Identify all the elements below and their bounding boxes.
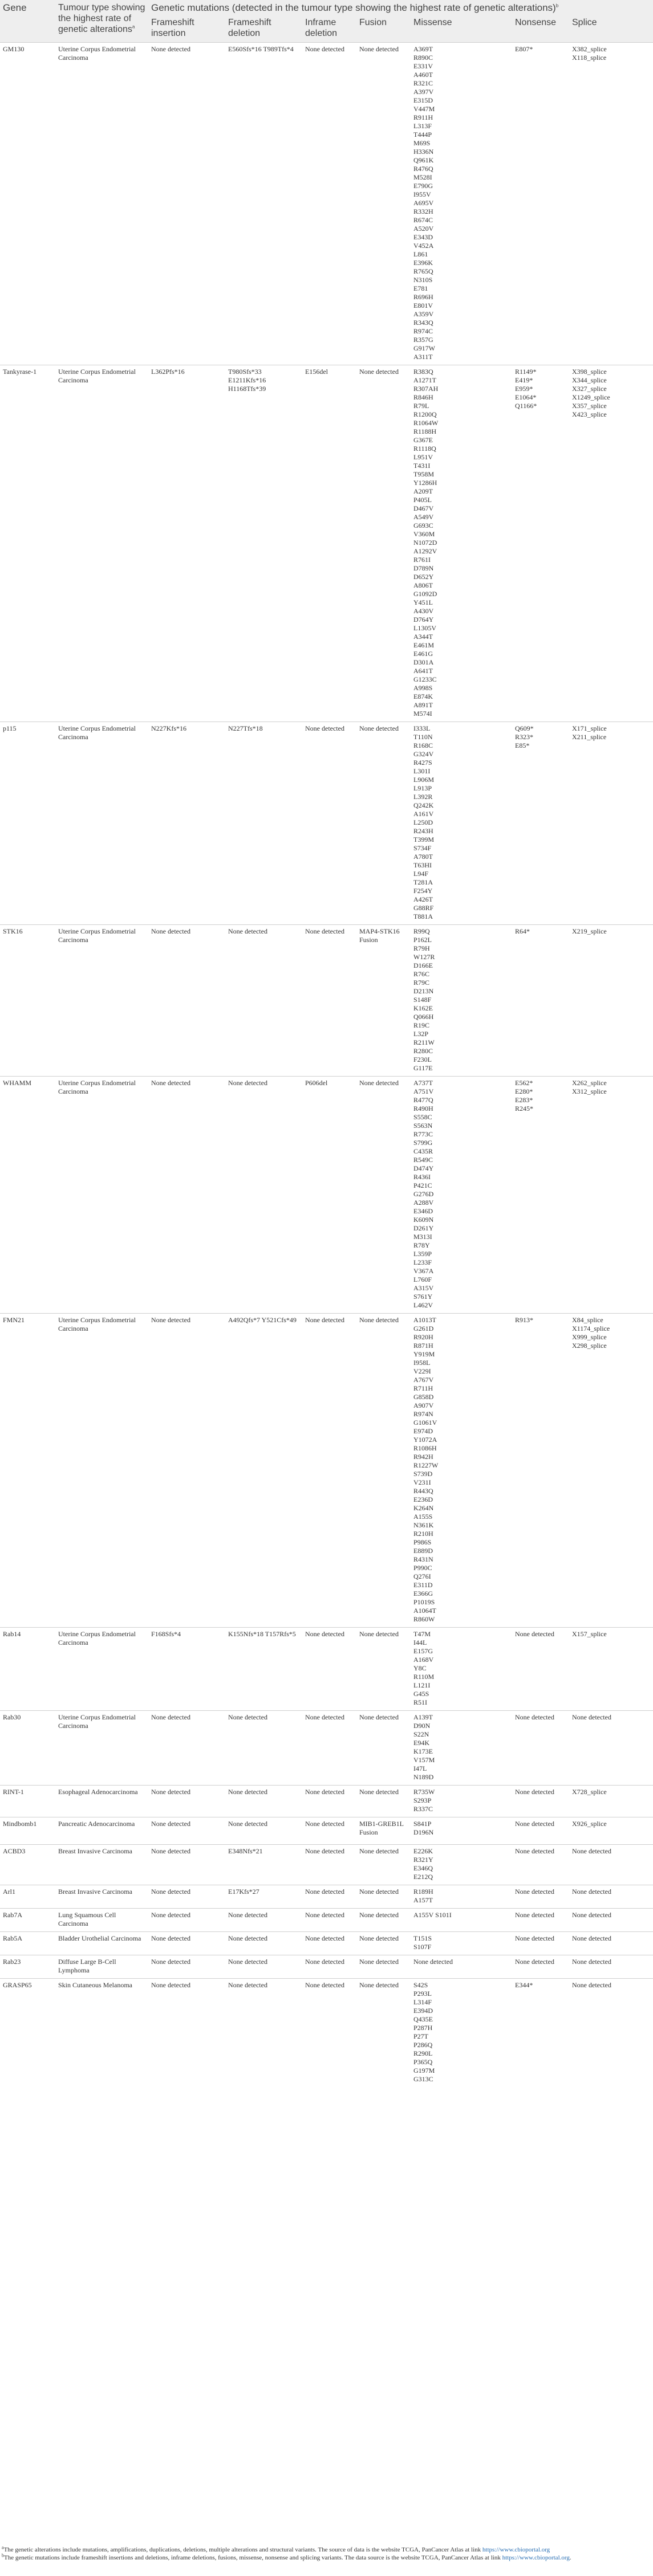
cell-frameshift-deletion: None detected: [225, 1979, 302, 2088]
cell-frameshift-insertion: N227Kfs*16: [148, 722, 225, 925]
cell-gene: GRASP65: [0, 1979, 55, 2088]
cell-frameshift-deletion: None detected: [225, 1786, 302, 1817]
cell-tumour-type: Uterine Corpus Endometrial Carcinoma: [55, 1314, 148, 1628]
cell-missense: A737T A751V R477Q R490H S558C S563N R773C S799G C435R R549C D474Y R436I P421C G276D A288V E346D K609N D261Y M313I R78Y L359P L233F V367A L760F A315V S761Y L462V: [411, 1077, 512, 1314]
cell-inframe-deletion: None detected: [302, 1979, 356, 2088]
header-frameshift-deletion: Frameshift deletion: [225, 15, 302, 43]
cell-inframe-deletion: None detected: [302, 1885, 356, 1909]
table-row: [0, 1955, 653, 1979]
cell-nonsense: None detected: [512, 1885, 569, 1909]
cell-inframe-deletion: P606del: [302, 1077, 356, 1314]
cell-frameshift-deletion: None detected: [225, 1077, 302, 1314]
cell-splice: None detected: [569, 1909, 653, 1932]
table-row: [0, 1711, 653, 1786]
cell-missense: R383Q A1271T R307AH R846H R79L R1200Q R1064W R1188H G367E R1118Q L951V T431I T958M Y1286H A209T P405L D467V A549V G693C V360M N1072D A1292V R761I D789N D652Y A806T G1092D Y451L A430V D764Y L1305V A344T E461M E461G D301A A641T G1233C A998S E874K A891T M574I: [411, 365, 512, 722]
table-row: [0, 1786, 653, 1817]
cell-splice: X262_splice X312_splice: [569, 1077, 653, 1314]
cell-nonsense: Q609* R323* E85*: [512, 722, 569, 925]
cell-nonsense: E562* E280* E283* R245*: [512, 1077, 569, 1314]
cell-splice: X728_splice: [569, 1786, 653, 1817]
cell-missense: R189H A157T: [411, 1885, 512, 1909]
cell-frameshift-deletion: K155Nfs*18 T157Rfs*5: [225, 1628, 302, 1711]
cell-fusion: None detected: [356, 365, 411, 722]
footnote-a: $^a$The genetic alterations include mutations, amplifications, duplications, deletions, multiple alterations and structural variants. The source of data is the website TCGA, PanCancer Atlas at link https://www.cbioportal.org: [2, 2545, 550, 2553]
cell-frameshift-deletion: A492Qfs*7 Y521Cfs*49: [225, 1314, 302, 1628]
cell-splice: None detected: [569, 1932, 653, 1955]
cell-tumour-type: Lung Squamous Cell Carcinoma: [55, 1909, 148, 1932]
cell-tumour-type: Diffuse Large B-Cell Lymphoma: [55, 1955, 148, 1979]
cell-frameshift-insertion: F168Sfs*4: [148, 1628, 225, 1711]
footnotes: [0, 2546, 653, 2562]
cell-nonsense: R913*: [512, 1314, 569, 1628]
cell-tumour-type: Skin Cutaneous Melanoma: [55, 1979, 148, 2088]
cell-frameshift-insertion: None detected: [148, 1979, 225, 2088]
cell-gene: Rab14: [0, 1628, 55, 1711]
table-row: [0, 1077, 653, 1314]
cell-inframe-deletion: None detected: [302, 925, 356, 1077]
header-inframe-deletion: Inframe deletion: [302, 15, 356, 43]
cell-frameshift-insertion: L362Pfs*16: [148, 365, 225, 722]
cell-frameshift-insertion: None detected: [148, 43, 225, 365]
cell-gene: STK16: [0, 925, 55, 1077]
cell-inframe-deletion: None detected: [302, 43, 356, 365]
cell-splice: None detected: [569, 1711, 653, 1786]
footnote-b-link[interactable]: https://www.cbioportal.org: [502, 2554, 570, 2561]
cell-frameshift-deletion: E560Sfs*16 T989Tfs*4: [225, 43, 302, 365]
cell-frameshift-insertion: None detected: [148, 1786, 225, 1817]
cell-gene: Tankyrase-1: [0, 365, 55, 722]
cell-inframe-deletion: None detected: [302, 1314, 356, 1628]
cell-fusion: None detected: [356, 1786, 411, 1817]
header-frameshift-insertion: Frameshift insertion: [148, 15, 225, 43]
cell-missense: I333L T110N R168C G324V R427S L301I L906M L913P L392R Q242K A161V L250D R243H T399M S734F A780T T63HI L94F T281A F254Y A426T G88RF T881A: [411, 722, 512, 925]
cell-nonsense: None detected: [512, 1845, 569, 1885]
header-nonsense: Nonsense: [512, 15, 569, 43]
cell-inframe-deletion: None detected: [302, 1786, 356, 1817]
cell-inframe-deletion: None detected: [302, 722, 356, 925]
cell-tumour-type: Uterine Corpus Endometrial Carcinoma: [55, 1077, 148, 1314]
footnote-b: $^b$The genetic mutations include frameshift insertions and deletions, inframe deletions, fusions, missense, nonsense and splicing variants. The data source is the website TCGA, PanCancer Atlas at link https://www.cbioportal.org.: [2, 2553, 571, 2561]
cell-missense: S841P D196N: [411, 1817, 512, 1845]
cell-gene: GM130: [0, 43, 55, 365]
cell-fusion: None detected: [356, 1909, 411, 1932]
cell-inframe-deletion: None detected: [302, 1845, 356, 1885]
cell-tumour-type: Bladder Urothelial Carcinoma: [55, 1932, 148, 1955]
header-tumour-type: Tumour type showing the highest rate of genetic alterations$^a$: [55, 0, 148, 43]
cell-fusion: MAP4-STK16 Fusion: [356, 925, 411, 1077]
cell-missense: A139T D90N S22N E94K K173E V157M I47L N189D: [411, 1711, 512, 1786]
cell-splice: None detected: [569, 1979, 653, 2088]
table-row: [0, 365, 653, 722]
cell-splice: None detected: [569, 1955, 653, 1979]
cell-fusion: MIB1-GREB1L Fusion: [356, 1817, 411, 1845]
cell-missense: T151S S107F: [411, 1932, 512, 1955]
cell-splice: X84_splice X1174_splice X999_splice X298_splice: [569, 1314, 653, 1628]
cell-frameshift-deletion: None detected: [225, 925, 302, 1077]
cell-gene: Rab5A: [0, 1932, 55, 1955]
cell-tumour-type: Esophageal Adenocarcinoma: [55, 1786, 148, 1817]
cell-frameshift-deletion: None detected: [225, 1909, 302, 1932]
cell-tumour-type: Pancreatic Adenocarcinoma: [55, 1817, 148, 1845]
cell-gene: Arl1: [0, 1885, 55, 1909]
table-row: [0, 722, 653, 925]
header-missense: Missense: [411, 15, 512, 43]
cell-frameshift-deletion: None detected: [225, 1932, 302, 1955]
cell-splice: X219_splice: [569, 925, 653, 1077]
table-row: [0, 1314, 653, 1628]
cell-nonsense: None detected: [512, 1817, 569, 1845]
cell-fusion: None detected: [356, 43, 411, 365]
cell-fusion: None detected: [356, 1628, 411, 1711]
cell-frameshift-insertion: None detected: [148, 1817, 225, 1845]
cell-gene: Mindbomb1: [0, 1817, 55, 1845]
cell-nonsense: R1149* E419* E959* E1064* Q1166*: [512, 365, 569, 722]
cell-nonsense: R64*: [512, 925, 569, 1077]
cell-frameshift-insertion: None detected: [148, 1845, 225, 1885]
table-row: [0, 1885, 653, 1909]
table-row: [0, 1932, 653, 1955]
cell-fusion: None detected: [356, 1932, 411, 1955]
cell-missense: A1013T G261D R920H R871H Y919M I958L V229I A767V R711H G858D A907V R974N G1061V E974D Y1072A R1086H R942H R1227W S739D V231I R443Q E236D K264N A155S N361K R210H P986S E889D R431N P990C Q276I E311D E366G P1019S A1064T R860W: [411, 1314, 512, 1628]
cell-fusion: None detected: [356, 1314, 411, 1628]
cell-gene: Rab23: [0, 1955, 55, 1979]
cell-inframe-deletion: None detected: [302, 1628, 356, 1711]
cell-tumour-type: Breast Invasive Carcinoma: [55, 1845, 148, 1885]
cell-gene: WHAMM: [0, 1077, 55, 1314]
cell-missense: A369T R890C E331V A460T R321C A397V E315D V447M R911H L313F T444P M69S H336N Q961K R476Q M528I E790G I955V A695V R332H R674C A520V E343D V452A L861 E396K R765Q N310S E781 R696H E801V A359V R343Q R974C R357G G917W A311T: [411, 43, 512, 365]
cell-nonsense: None detected: [512, 1711, 569, 1786]
cell-nonsense: E807*: [512, 43, 569, 365]
cell-tumour-type: Uterine Corpus Endometrial Carcinoma: [55, 1711, 148, 1786]
cell-missense: None detected: [411, 1955, 512, 1979]
table-row: [0, 43, 653, 365]
cell-frameshift-insertion: None detected: [148, 1885, 225, 1909]
cell-inframe-deletion: None detected: [302, 1817, 356, 1845]
cell-frameshift-insertion: None detected: [148, 1711, 225, 1786]
cell-tumour-type: Uterine Corpus Endometrial Carcinoma: [55, 1628, 148, 1711]
header-fusion: Fusion: [356, 15, 411, 43]
table-row: [0, 1845, 653, 1885]
cell-inframe-deletion: None detected: [302, 1955, 356, 1979]
cell-frameshift-insertion: None detected: [148, 1955, 225, 1979]
cell-gene: Rab7A: [0, 1909, 55, 1932]
table-row: [0, 1628, 653, 1711]
cell-gene: FMN21: [0, 1314, 55, 1628]
cell-gene: RINT-1: [0, 1786, 55, 1817]
cell-splice: None detected: [569, 1885, 653, 1909]
cell-gene: p115: [0, 722, 55, 925]
cell-fusion: None detected: [356, 1979, 411, 2088]
table-row: [0, 1979, 653, 2088]
cell-nonsense: None detected: [512, 1955, 569, 1979]
cell-frameshift-deletion: N227Tfs*18: [225, 722, 302, 925]
cell-gene: Rab30: [0, 1711, 55, 1786]
cell-missense: R735W S293P R337C: [411, 1786, 512, 1817]
header-genetic-mutations: Genetic mutations (detected in the tumour type showing the highest rate of genetic alterations)$^b$: [148, 0, 653, 15]
cell-frameshift-deletion: None detected: [225, 1955, 302, 1979]
cell-inframe-deletion: E156del: [302, 365, 356, 722]
footnote-a-link[interactable]: https://www.cbioportal.org: [482, 2546, 550, 2553]
cell-tumour-type: Uterine Corpus Endometrial Carcinoma: [55, 722, 148, 925]
cell-splice: X398_splice X344_splice X327_splice X1249_splice X357_splice X423_splice: [569, 365, 653, 722]
table-row: [0, 1817, 653, 1845]
cell-missense: S42S P293L L314F E394D Q435E P287H P27T P286Q R290L P365Q G197M G313C: [411, 1979, 512, 2088]
cell-fusion: None detected: [356, 1077, 411, 1314]
cell-gene: ACBD3: [0, 1845, 55, 1885]
cell-fusion: None detected: [356, 1955, 411, 1979]
cell-missense: R99Q P162L R79H W127R D166E R76C R79C D213N S148F K162E Q066H R19C L32P R211W R280C F230L G117E: [411, 925, 512, 1077]
table-row: [0, 1909, 653, 1932]
cell-splice: X171_splice X211_splice: [569, 722, 653, 925]
cell-missense: A155V S101I: [411, 1909, 512, 1932]
cell-frameshift-deletion: None detected: [225, 1817, 302, 1845]
cell-nonsense: None detected: [512, 1628, 569, 1711]
cell-frameshift-deletion: E17Kfs*27: [225, 1885, 302, 1909]
cell-fusion: None detected: [356, 722, 411, 925]
cell-tumour-type: Breast Invasive Carcinoma: [55, 1885, 148, 1909]
cell-splice: X382_splice X118_splice: [569, 43, 653, 365]
cell-frameshift-insertion: None detected: [148, 1932, 225, 1955]
cell-tumour-type: Uterine Corpus Endometrial Carcinoma: [55, 925, 148, 1077]
cell-nonsense: None detected: [512, 1786, 569, 1817]
cell-frameshift-insertion: None detected: [148, 925, 225, 1077]
cell-frameshift-insertion: None detected: [148, 1077, 225, 1314]
cell-missense: T47M I44L E157G A168V Y8C R110M L121I G45S R51I: [411, 1628, 512, 1711]
cell-splice: X926_splice: [569, 1817, 653, 1845]
cell-tumour-type: Uterine Corpus Endometrial Carcinoma: [55, 365, 148, 722]
cell-nonsense: None detected: [512, 1932, 569, 1955]
cell-fusion: None detected: [356, 1711, 411, 1786]
cell-inframe-deletion: None detected: [302, 1909, 356, 1932]
cell-nonsense: E344*: [512, 1979, 569, 2088]
cell-frameshift-deletion: T980Sfs*33 E1211Kfs*16 H1168Tfs*39: [225, 365, 302, 722]
cell-splice: None detected: [569, 1845, 653, 1885]
cell-frameshift-insertion: None detected: [148, 1909, 225, 1932]
cell-fusion: None detected: [356, 1845, 411, 1885]
header-splice: Splice: [569, 15, 653, 43]
cell-splice: X157_splice: [569, 1628, 653, 1711]
cell-inframe-deletion: None detected: [302, 1932, 356, 1955]
cell-inframe-deletion: None detected: [302, 1711, 356, 1786]
cell-nonsense: None detected: [512, 1909, 569, 1932]
cell-frameshift-deletion: None detected: [225, 1711, 302, 1786]
cell-missense: E226K R321Y E346Q E212Q: [411, 1845, 512, 1885]
cell-fusion: None detected: [356, 1885, 411, 1909]
cell-frameshift-deletion: E348Nfs*21: [225, 1845, 302, 1885]
table-row: [0, 925, 653, 1077]
cell-frameshift-insertion: None detected: [148, 1314, 225, 1628]
cell-tumour-type: Uterine Corpus Endometrial Carcinoma: [55, 43, 148, 365]
header-gene: Gene: [0, 0, 55, 43]
